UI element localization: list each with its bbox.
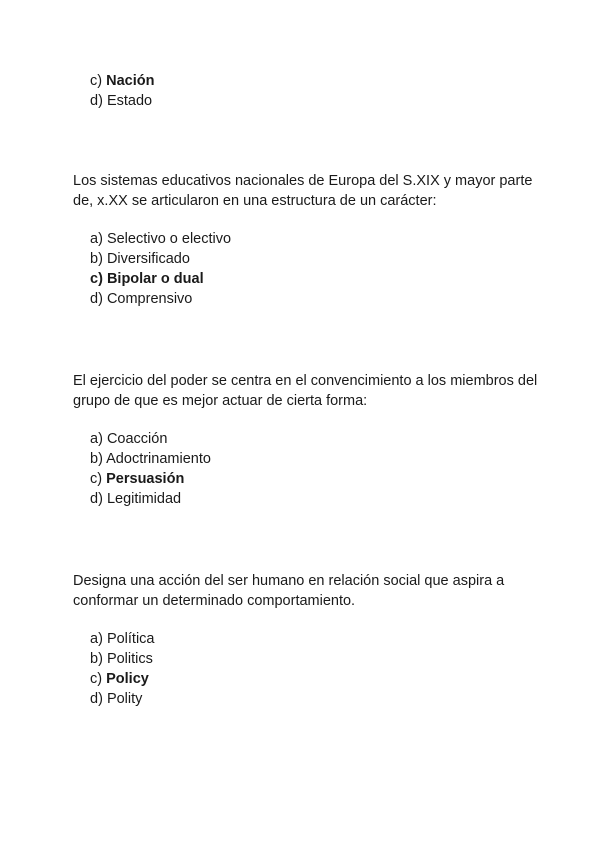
option-text: Coacción xyxy=(106,431,168,447)
option-letter: d) xyxy=(90,691,103,707)
option-letter: b) xyxy=(90,451,103,467)
option-text: Selectivo o electivo xyxy=(106,231,232,247)
options-list xyxy=(73,629,543,709)
option-letter: c) xyxy=(90,671,103,687)
option-text: Diversificado xyxy=(106,251,190,267)
option-a xyxy=(90,429,543,449)
option-letter: c) xyxy=(90,471,103,487)
option-c xyxy=(90,469,543,489)
question-text: El ejercicio del poder se centra en el convencimiento a los miembros del grupo de que es mejor actuar de cierta forma: xyxy=(73,373,538,409)
question-block-2 xyxy=(73,371,543,509)
question-text: Los sistemas educativos nacionales de Europa del S.XIX y mayor parte de, x.XX se articularon en una estructura de un carácter: xyxy=(73,173,533,209)
question-block-3 xyxy=(73,571,543,709)
option-c xyxy=(90,669,543,689)
question-block-continued xyxy=(73,71,543,111)
option-b xyxy=(90,449,543,469)
option-text: Nación xyxy=(106,73,155,89)
options-list xyxy=(73,71,543,111)
option-d xyxy=(90,91,543,111)
option-text: Política xyxy=(106,631,155,647)
option-a xyxy=(90,629,543,649)
option-d xyxy=(90,489,543,509)
option-a xyxy=(90,229,543,249)
options-list xyxy=(73,229,543,309)
question-block-1 xyxy=(73,171,543,309)
option-text: Comprensivo xyxy=(106,291,193,307)
option-letter: a) xyxy=(90,431,103,447)
option-text: Estado xyxy=(106,93,153,109)
option-b xyxy=(90,249,543,269)
option-text: Policy xyxy=(106,671,149,687)
option-text: Polity xyxy=(106,691,143,707)
options-list xyxy=(73,429,543,509)
option-text: Adoctrinamiento xyxy=(106,451,211,467)
option-letter: b) xyxy=(90,651,103,667)
option-c xyxy=(90,269,543,289)
option-letter: c) xyxy=(90,271,103,287)
option-letter: d) xyxy=(90,491,103,507)
option-letter: d) xyxy=(90,93,103,109)
option-b xyxy=(90,649,543,669)
question-text: Designa una acción del ser humano en relación social que aspira a conformar un determinado comportamiento. xyxy=(73,573,505,609)
option-d xyxy=(90,689,543,709)
option-letter: c) xyxy=(90,73,103,89)
option-letter: d) xyxy=(90,291,103,307)
option-letter: a) xyxy=(90,631,103,647)
option-text: Legitimidad xyxy=(106,491,182,507)
option-d xyxy=(90,289,543,309)
option-c xyxy=(90,71,543,91)
option-letter: a) xyxy=(90,231,103,247)
option-text: Persuasión xyxy=(106,471,185,487)
option-text: Politics xyxy=(106,651,153,667)
option-text: Bipolar o dual xyxy=(106,271,204,287)
option-letter: b) xyxy=(90,251,103,267)
